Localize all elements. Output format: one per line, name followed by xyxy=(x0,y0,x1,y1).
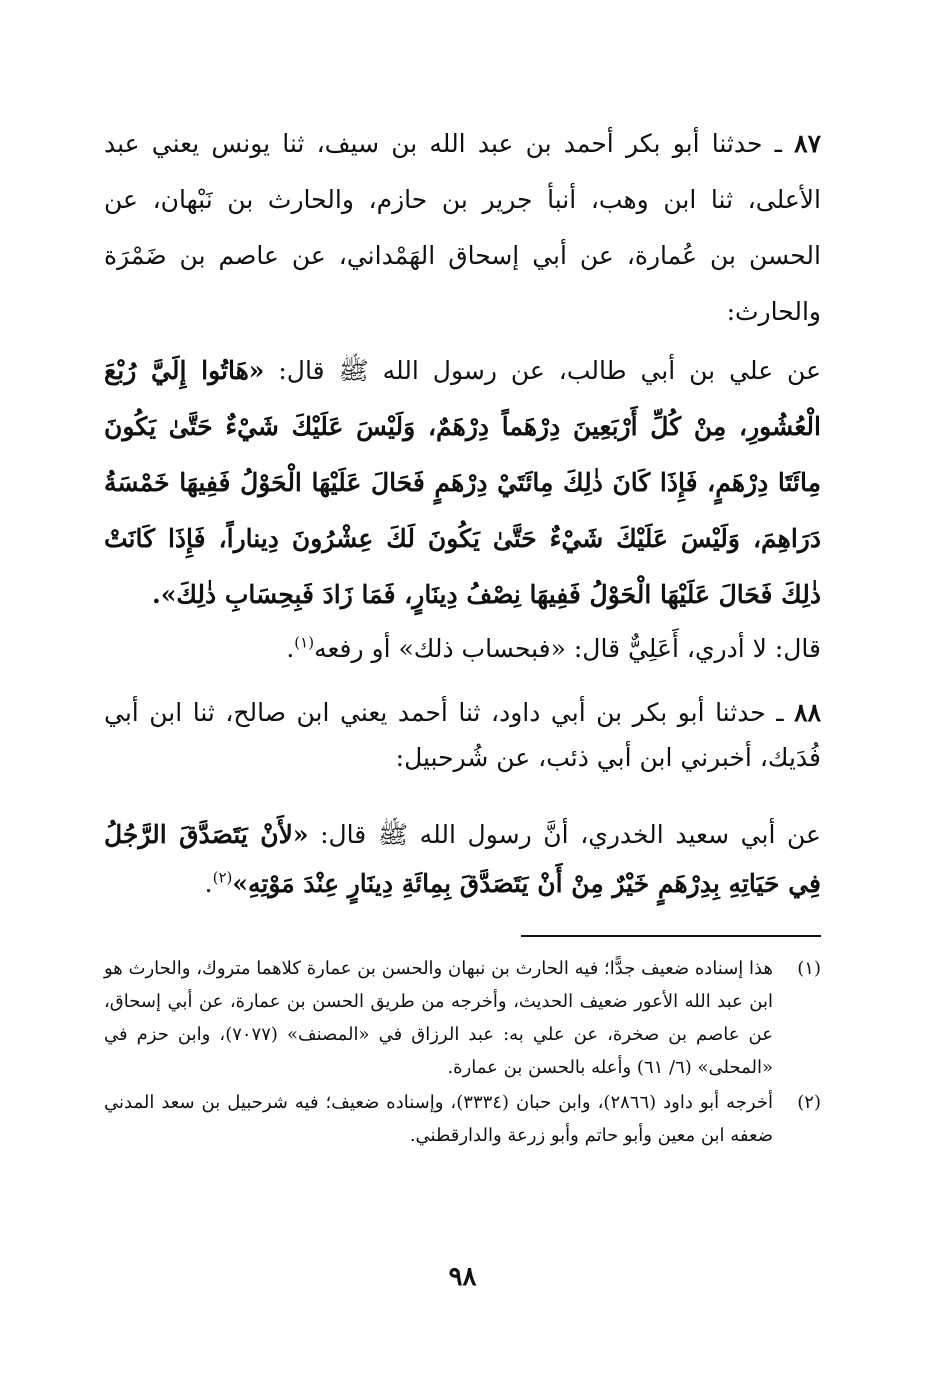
hadith-87-isnad xyxy=(104,116,821,340)
hadith-87-narrator-note xyxy=(104,628,821,670)
hadith-87-matn-text: «هَاتُوا إِلَيَّ رُبْعَ الْعُشُورِ، مِنْ كُلِّ أَرْبَعِينَ دِرْهَماً دِرْهَمٌ، وَلَيْسَ عَلَيْكَ شَيْءٌ حَتَّىٰ يَكُونَ مِائَتَا دِرْهَمٍ، فَإِذَا كَانَ ذٰلِكَ مِائَتَيْ دِرْهَمٍ فَحَالَ عَلَيْهَا الْحَوْلُ فَفِيهَا خَمْسَةُ دَرَاهِمَ، وَلَيْسَ عَلَيْكَ شَيْءٌ حَتَّىٰ يَكُونَ لَكَ عِشْرُونَ دِيناراً، فَإِذَا كَانَتْ ذٰلِكَ فَحَالَ عَلَيْهَا الْحَوْلُ فَفِيهَا نِصْفُ دِينَارٍ، فَمَا زَادَ فَبِحِسَابِ ذٰلِكَ». xyxy=(104,356,821,609)
hadith-number-dash: ـ xyxy=(774,129,782,158)
page-number: ٩٨ xyxy=(448,1262,477,1292)
footnote-separator xyxy=(521,935,821,937)
hadith-87-isnad-text: حدثنا أبو بكر أحمد بن عبد الله بن سيف، ثنا يونس يعني عبد الأعلى، ثنا ابن وهب، أنبأ جرير بن حازم، والحارث بن نَبْهان، عن الحسن بن عُمارة، عن أبي إسحاق الهَمْداني، عن عاصم بن ضَمْرَة والحارث: xyxy=(104,129,821,326)
hadith-88-isnad-text: حدثنا أبو بكر بن أبي داود، ثنا أحمد يعني ابن صالح، ثنا ابن أبي فُدَيك، أخبرني ابن أبي ذئب، عن شُرحبيل: xyxy=(104,698,821,772)
hadith-number-dash: ـ xyxy=(776,698,784,727)
footnote-2 xyxy=(104,1086,821,1152)
footnotes xyxy=(104,952,821,1154)
hadith-88-matn xyxy=(104,810,821,908)
footnote-1 xyxy=(104,952,821,1084)
hadith-88-matn-intro: عن أبي سعيد الخدري، أنَّ رسول الله ﷺ قال: xyxy=(320,820,821,849)
hadith-87-note-end: . xyxy=(286,634,295,663)
hadith-87-number: ٨٧ xyxy=(794,129,821,158)
footnote-ref-1: (١) xyxy=(294,633,315,652)
footnote-text: هذا إسناده ضعيف جدًّا؛ فيه الحارث بن نبهان والحسن بن عمارة كلاهما متروك، والحارث هو ابن عبد الله الأعور ضعيف الحديث، وأخرجه من طريق الحسن بن عمارة، عن أبي إسحاق، عن عاصم بن صخرة، عن علي به: عبد الرزاق في «المصنف» (٧٠٧٧)، وابن حزم في «المحلى» (٦/ ٦١) وأعله بالحسن بن عمارة. xyxy=(104,958,773,1078)
hadith-87-matn-intro: عن علي بن أبي طالب، عن رسول الله ﷺ قال: xyxy=(278,356,822,385)
hadith-87-matn xyxy=(104,343,821,623)
footnote-number: (٢) xyxy=(797,1092,821,1113)
footnote-text: أخرجه أبو داود (٢٨٦٦)، وابن حبان (٣٣٣٤)، وإسناده ضعيف؛ فيه شرحبيل بن سعد المدني ضعفه ابن معين وأبو حاتم وأبو زرعة والدارقطني. xyxy=(104,1092,773,1146)
hadith-88-number: ٨٨ xyxy=(794,698,822,727)
footnote-number: (١) xyxy=(797,958,821,979)
hadith-88-matn-text: «لأَنْ يَتَصَدَّقَ الرَّجُلُ فِي حَيَاتِهِ بِدِرْهَمٍ خَيْرٌ مِنْ أَنْ يَتَصَدَّقَ بِمِائَةِ دِينَارٍ عِنْدَ مَوْتِهِ» xyxy=(104,820,821,898)
hadith-88-isnad xyxy=(104,690,821,780)
hadith-88-matn-end: . xyxy=(204,869,213,898)
footnote-ref-2: (٢) xyxy=(212,868,233,887)
hadith-87-note-text: قال: لا أدري، أَعَلِيٌّ قال: «فبحساب ذلك» أو رفعه xyxy=(314,634,821,663)
